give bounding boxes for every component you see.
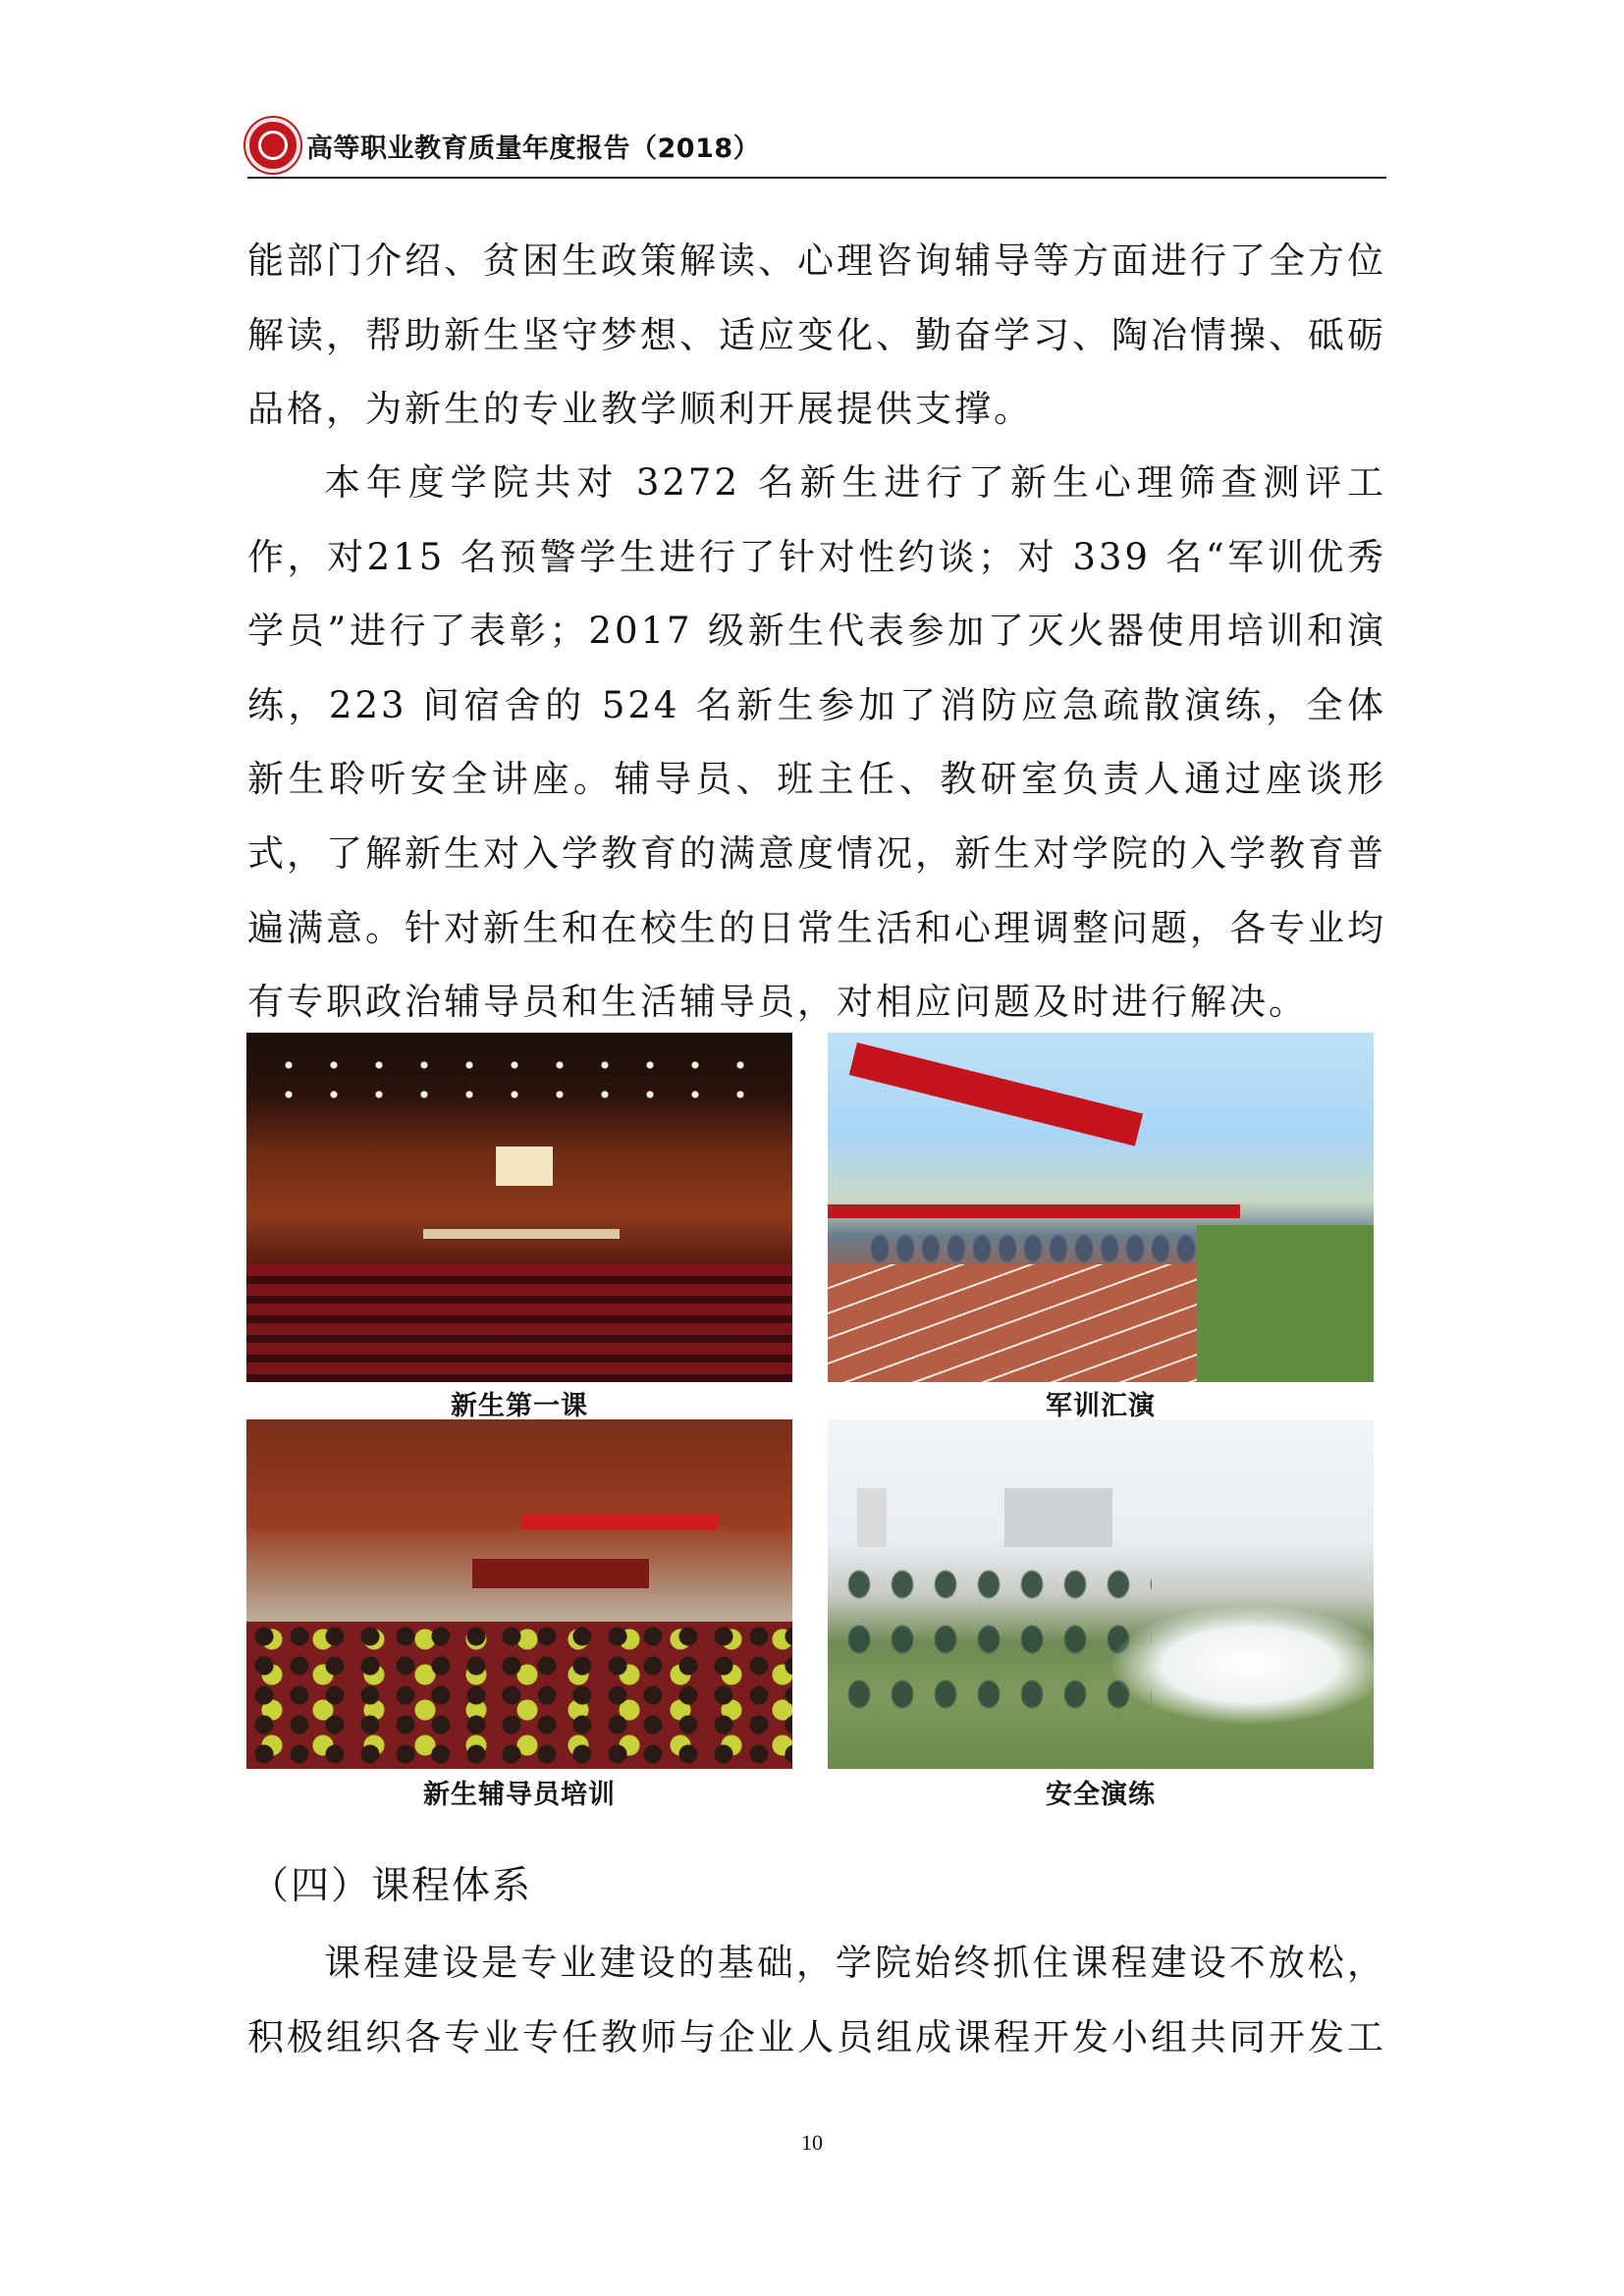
caption-first-lesson: 新生第一课 [451,1391,588,1421]
caption-counselor-training: 新生辅导员培训 [423,1780,616,1810]
photo-military-drill [828,1033,1374,1382]
photo-first-lesson [246,1033,792,1382]
report-title: 高等职业教育质量年度报告（2018） [306,133,761,164]
caption-military-drill: 军训汇演 [1046,1391,1156,1421]
paragraph-statistics: 本年度学院共对 3272 名新生进行了新生心理筛查测评工作，对215 名预警学生进行了针对性约谈；对 339 名“军训优秀学员”进行了表彰；2017 级新生代表参加了灭火器使用培训和演练，223 间宿舍的 524 名新生参加了消防应急疏散演练，全体新生聆听安全讲座。辅导员、班主任、教研室负责人通过座谈形式，了解新生对入学教育的满意度情况，新生对学院的入学教育普遍满意。针对新生和在校生的日常生活和心理调整问题，各专业均有专职政治辅导员和生活辅导员，对相应问题及时进行解决。 [247,461,1386,1024]
photo-safety-drill [828,1419,1374,1769]
caption-safety-drill: 安全演练 [1046,1780,1156,1810]
section-heading: （四）课程体系 [250,1864,533,1909]
page-header [245,116,760,175]
page-number: 10 [801,2130,823,2155]
paragraph-curriculum: 课程建设是专业建设的基础，学院始终抓住课程建设不放松，积极组织各专业专任教师与企业人员组成课程开发小组共同开发工 [247,1942,1386,2058]
photo-counselor-training [246,1419,792,1769]
college-logo-icon [245,118,300,173]
header-divider [247,177,1386,179]
paragraph-orientation: 能部门介绍、贫困生政策解读、心理咨询辅导等方面进行了全方位解读，帮助新生坚守梦想、适应变化、勤奋学习、陶冶情操、砥砺品格，为新生的专业教学顺利开展提供支撑。 [247,240,1386,431]
